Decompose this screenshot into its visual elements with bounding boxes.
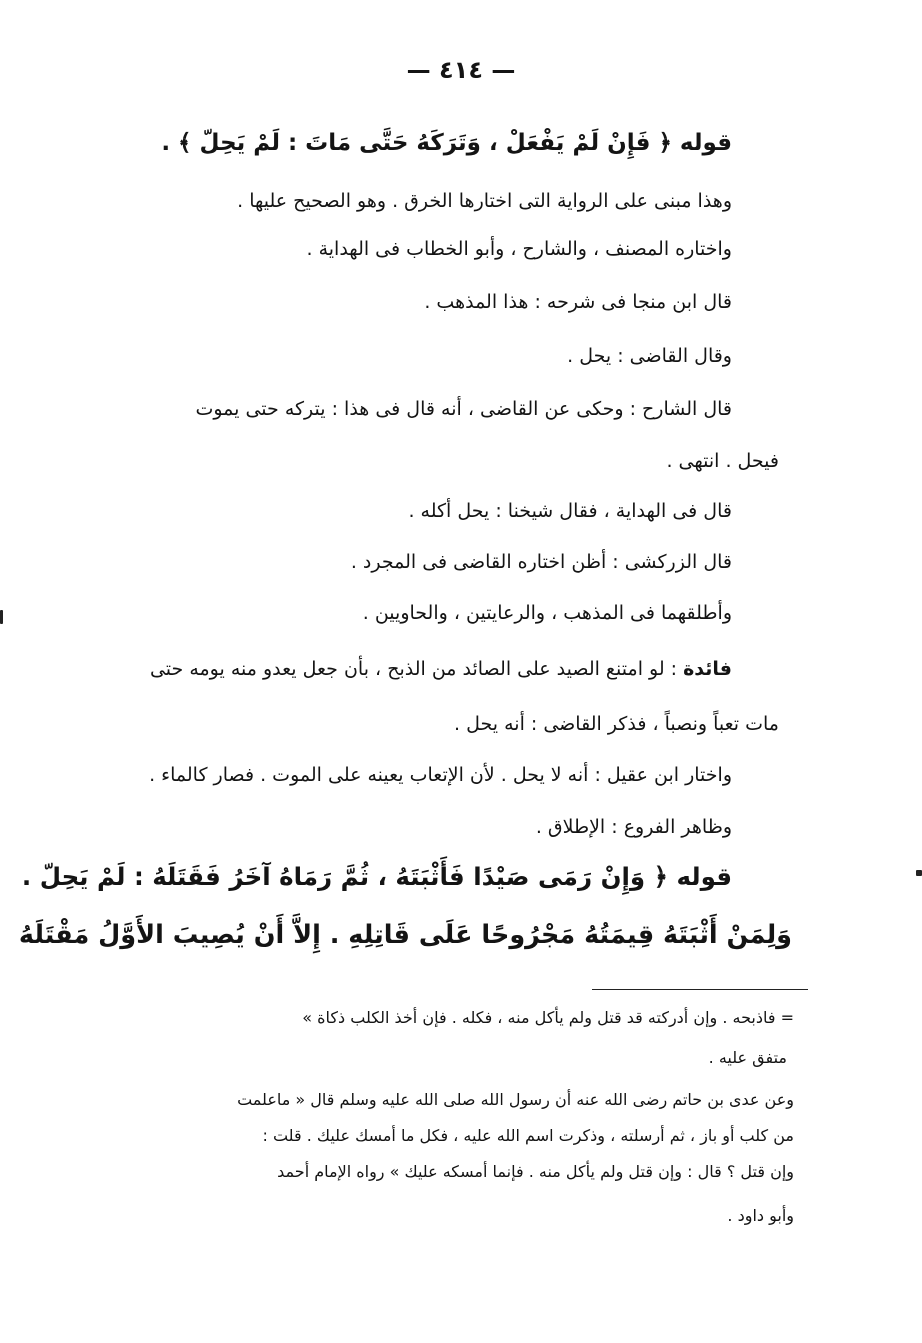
footnote-divider — [592, 989, 808, 990]
main-line: مات تعباً ونصباً ، فذكر القاضى : أنه يحل . — [454, 713, 779, 735]
main-line: فيحل . انتهى . — [666, 450, 779, 472]
main-line-heading-1: قوله ﴿ فَإِنْ لَمْ يَفْعَلْ ، وَتَرَكَهُ حَتَّى مَاتَ : لَمْ يَحِلّ ﴾ . — [161, 130, 732, 156]
footnote-line: وأبو داود . — [727, 1206, 794, 1225]
main-line: واختاره المصنف ، والشارح ، وأبو الخطاب فى الهداية . — [306, 238, 732, 260]
note-label: فائدة — [683, 658, 732, 680]
footnote-line: وعن عدى بن حاتم رضى الله عنه أن رسول الله صلى الله عليه وسلم قال « ماعلمت — [237, 1090, 794, 1109]
footnote-line: وإن قتل ؟ قال : وإن قتل ولم يأكل منه . فإنما أمسكه عليك » رواه الإمام أحمد — [277, 1162, 794, 1181]
main-line: وأطلقهما فى المذهب ، والرعايتين ، والحاويين . — [362, 602, 732, 624]
page-number: — ٤١٤ — — [406, 56, 516, 84]
margin-mark — [916, 870, 922, 876]
main-line: وهذا مبنى على الرواية التى اختارها الخرق . وهو الصحيح عليها . — [237, 190, 732, 212]
note-text: : لو امتنع الصيد على الصائد من الذبح ، بأن جعل يعدو منه يومه حتى — [149, 658, 684, 680]
main-line: قال ابن منجا فى شرحه : هذا المذهب . — [424, 291, 732, 313]
main-line-note — [150, 658, 732, 681]
main-line: وظاهر الفروع : الإطلاق . — [535, 816, 732, 838]
main-line: وقال القاضى : يحل . — [567, 345, 732, 367]
margin-mark — [0, 610, 3, 624]
footnote-line: = فاذبحه . وإن أدركته قد قتل ولم يأكل منه ، فكله . فإن أخذ الكلب ذكاة » — [302, 1008, 794, 1027]
main-line: قال الشارح : وحكى عن القاضى ، أنه قال فى هذا : يتركه حتى يموت — [195, 398, 732, 420]
main-line: قال فى الهداية ، فقال شيخنا : يحل أكله . — [408, 500, 732, 522]
main-line-heading-3: وَلِمَنْ أَثْبَتَهُ قِيمَتُهُ مَجْرُوحًا عَلَى قَاتِلِهِ . إِلاَّ أَنْ يُصِيبَ الأَوَّلُ مَقْتَلَهُ — [18, 920, 792, 950]
footnote-line: متفق عليه . — [708, 1048, 787, 1067]
main-line: قال الزركشى : أظن اختاره القاضى فى المجرد . — [350, 551, 732, 573]
footnote-line: من كلب أو باز ، ثم أرسلته ، وذكرت اسم الله عليه ، فكل ما أمسك عليك . قلت : — [262, 1126, 794, 1145]
main-line: واختار ابن عقيل : أنه لا يحل . لأن الإتعاب يعينه على الموت . فصار كالماء . — [149, 764, 732, 786]
main-line-heading-2: قوله ﴿ وَإِنْ رَمَى صَيْدًا فَأَثْبَتَهُ ، ثُمَّ رَمَاهُ آخَرُ فَقَتَلَهُ : لَمْ يَحِلّ . — [21, 862, 732, 891]
